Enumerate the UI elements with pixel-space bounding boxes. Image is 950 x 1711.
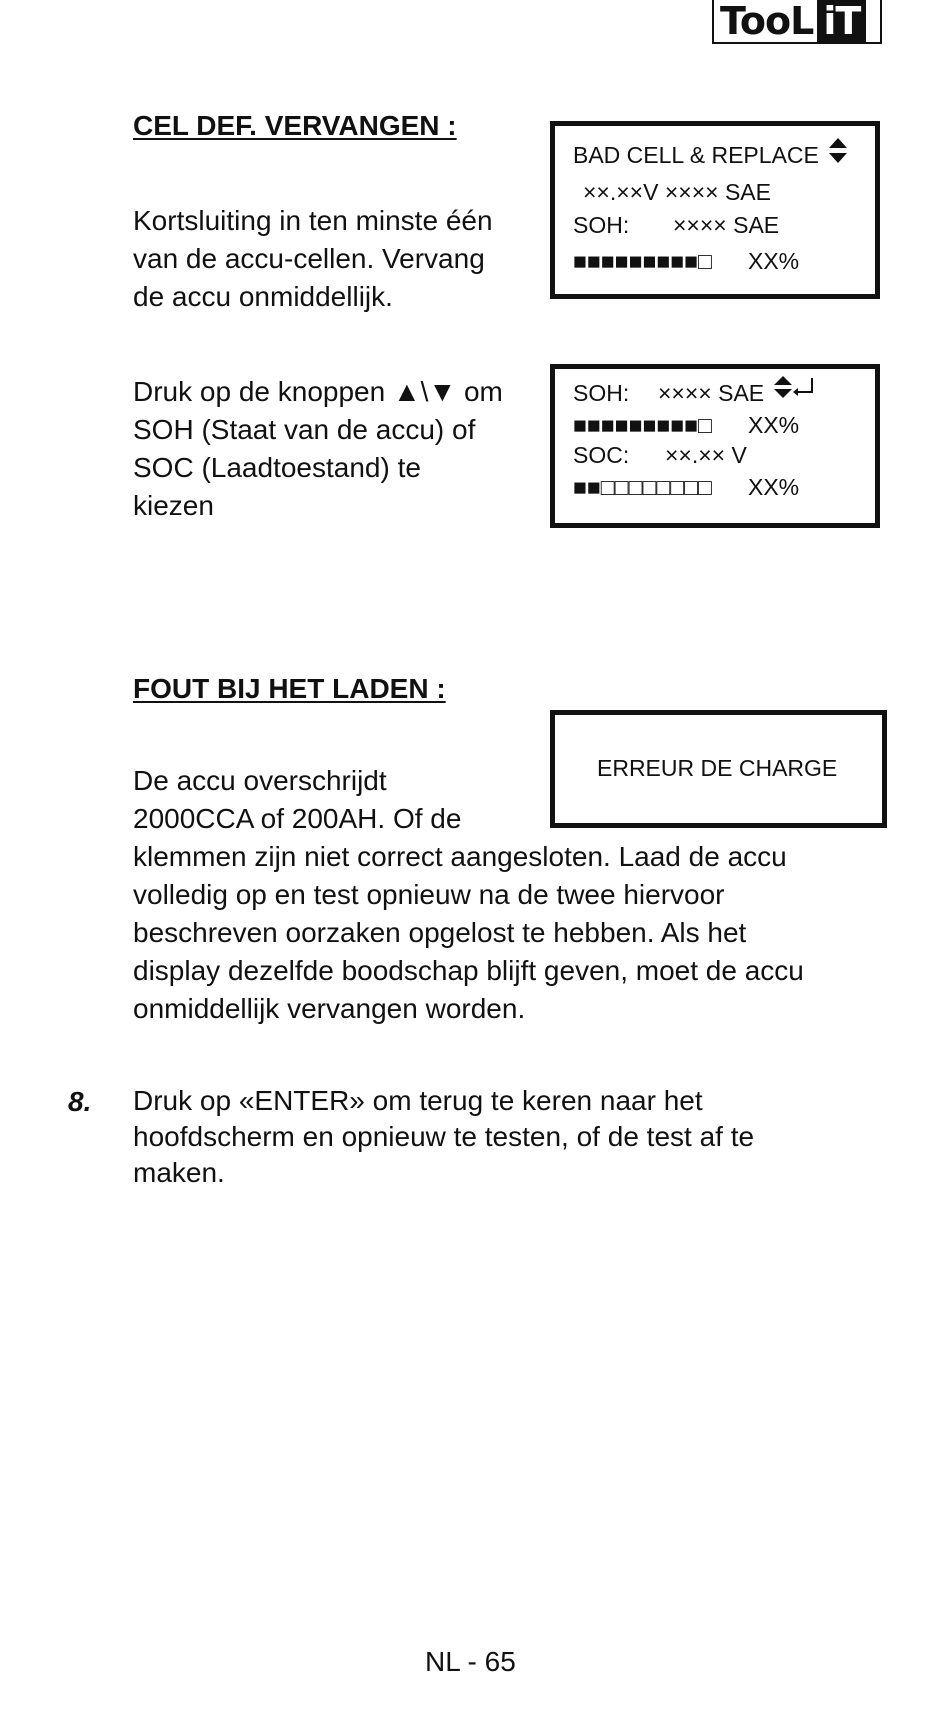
step-number: 8. xyxy=(68,1086,92,1117)
lcd-soh-percent: XX% xyxy=(748,412,800,438)
lcd-soh-bar: ■■■■■■■■■□ xyxy=(573,412,712,438)
lcd-soc-percent: XX% xyxy=(748,474,800,500)
section-heading-bad-cell: CEL DEF. VERVANGEN : xyxy=(133,110,457,141)
text-line: Druk op de knoppen ▲\▼ om xyxy=(133,376,503,407)
text-line: beschreven oorzaken opgelost te hebben. Als het xyxy=(133,917,747,948)
text-line: de accu onmiddellijk. xyxy=(133,281,393,312)
text-line: kiezen xyxy=(133,490,214,521)
lcd-display-soh-soc xyxy=(550,364,880,528)
lcd-soh-bar: ■■■■■■■■■□ xyxy=(573,248,712,274)
text-line: volledig op en test opnieuw na de twee hiervoor xyxy=(133,879,725,910)
text-line: display dezelfde boodschap blijft geven, moet de accu xyxy=(133,955,804,986)
lcd-line-soh-label: SOH: xyxy=(573,212,630,238)
lcd-line-title: BAD CELL & REPLACE xyxy=(573,142,819,168)
bad-cell-description xyxy=(133,202,493,316)
lcd-line-soh-value: ×××× SAE xyxy=(673,212,780,238)
charge-error-description xyxy=(133,762,804,1028)
text-line: SOC (Laadtoestand) te xyxy=(133,452,421,483)
text-line: Druk op «ENTER» om terug te keren naar het xyxy=(133,1085,703,1116)
text-line: SOH (Staat van de accu) of xyxy=(133,414,476,445)
lcd-soh-percent: XX% xyxy=(748,248,800,274)
up-down-arrow-icon xyxy=(827,136,849,166)
text-line: De accu overschrijdt xyxy=(133,765,387,796)
logo-text-tool: TooL xyxy=(720,0,814,43)
step-8-instruction xyxy=(133,1083,754,1191)
select-soh-soc-instruction xyxy=(133,373,503,525)
logo-text-it: iT xyxy=(817,0,866,42)
lcd-soc-value: ××.×× V xyxy=(665,442,747,468)
lcd-soc-bar: ■■□□□□□□□□ xyxy=(573,474,712,500)
text-line: Kortsluiting in ten minste één xyxy=(133,205,493,236)
text-line: 2000CCA of 200AH. Of de xyxy=(133,803,462,834)
lcd-soh-label: SOH: xyxy=(573,380,630,406)
lcd-display-bad-cell xyxy=(550,121,880,299)
brand-logo xyxy=(712,0,882,44)
text-line: van de accu-cellen. Vervang xyxy=(133,243,485,274)
text-line: onmiddellijk vervangen worden. xyxy=(133,993,526,1024)
lcd-soc-label: SOC: xyxy=(573,442,630,468)
page-number: NL - 65 xyxy=(425,1646,516,1677)
text-line: hoofdscherm en opnieuw te testen, of de test af te xyxy=(133,1121,755,1152)
lcd-line-voltage-sae: ××.××V ×××× SAE xyxy=(583,179,771,205)
lcd-soh-value: ×××× SAE xyxy=(658,380,765,406)
text-line: maken. xyxy=(133,1157,225,1188)
section-heading-charge-error: FOUT BIJ HET LADEN : xyxy=(133,673,446,704)
lcd-error-text: ERREUR DE CHARGE xyxy=(597,755,838,781)
up-down-enter-icon xyxy=(772,374,816,404)
text-line: klemmen zijn niet correct aangesloten. Laad de accu xyxy=(133,841,787,872)
